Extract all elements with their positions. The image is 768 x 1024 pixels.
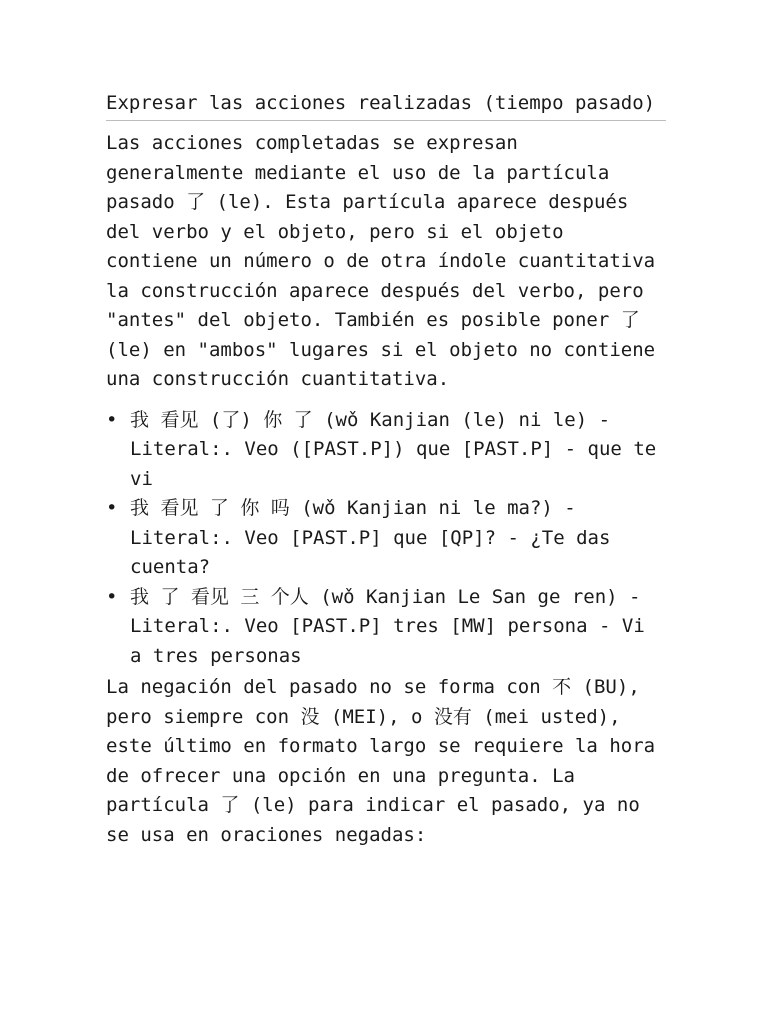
- section-title: Expresar las acciones realizadas (tiempo pasado): [106, 88, 666, 121]
- example-text: 我 看见 了 你 吗 (wǒ Kanjian ni le ma?) - Literal:. Veo [PAST.P] que [QP]? - ¿Te das cuenta?: [130, 497, 611, 578]
- bullet-icon: •: [106, 497, 118, 519]
- bullet-icon: •: [106, 585, 118, 608]
- document-page: [106, 88, 666, 850]
- list-item: [106, 583, 666, 672]
- list-item: [106, 406, 666, 495]
- intro-paragraph: Las acciones completadas se expresan generalmente mediante el uso de la partícula pasado 了 (le). Esta partícula aparece después del verbo y el objeto, pero si el objeto contiene un número o de otra índole cuantitativa la construcción aparece después del verbo, pero "antes" del objeto. También es posible poner 了 (le) en "ambos" lugares si el objeto no contiene una construcción cuantitativa.: [106, 132, 656, 390]
- list-item: [106, 494, 666, 583]
- example-text: 我 看见 (了) 你 了 (wǒ Kanjian (le) ni le) - Literal:. Veo ([PAST.P]) que [PAST.P] - que te vi: [130, 408, 657, 490]
- negation-paragraph: La negación del pasado no se forma con 不 (BU), pero siempre con 没 (MEI), o 没有 (mei usted), este último en formato largo se requiere la hora de ofrecer una opción en una pregunta. La partícula 了 (le) para indicar el pasado, ya no se usa en oraciones negadas:: [106, 676, 656, 846]
- bullet-icon: •: [106, 408, 118, 431]
- example-text: 我 了 看见 三 个人 (wǒ Kanjian Le San ge ren) - Literal:. Veo [PAST.P] tres [MW] persona - Vi a tres personas: [130, 585, 645, 667]
- example-list: [106, 406, 666, 672]
